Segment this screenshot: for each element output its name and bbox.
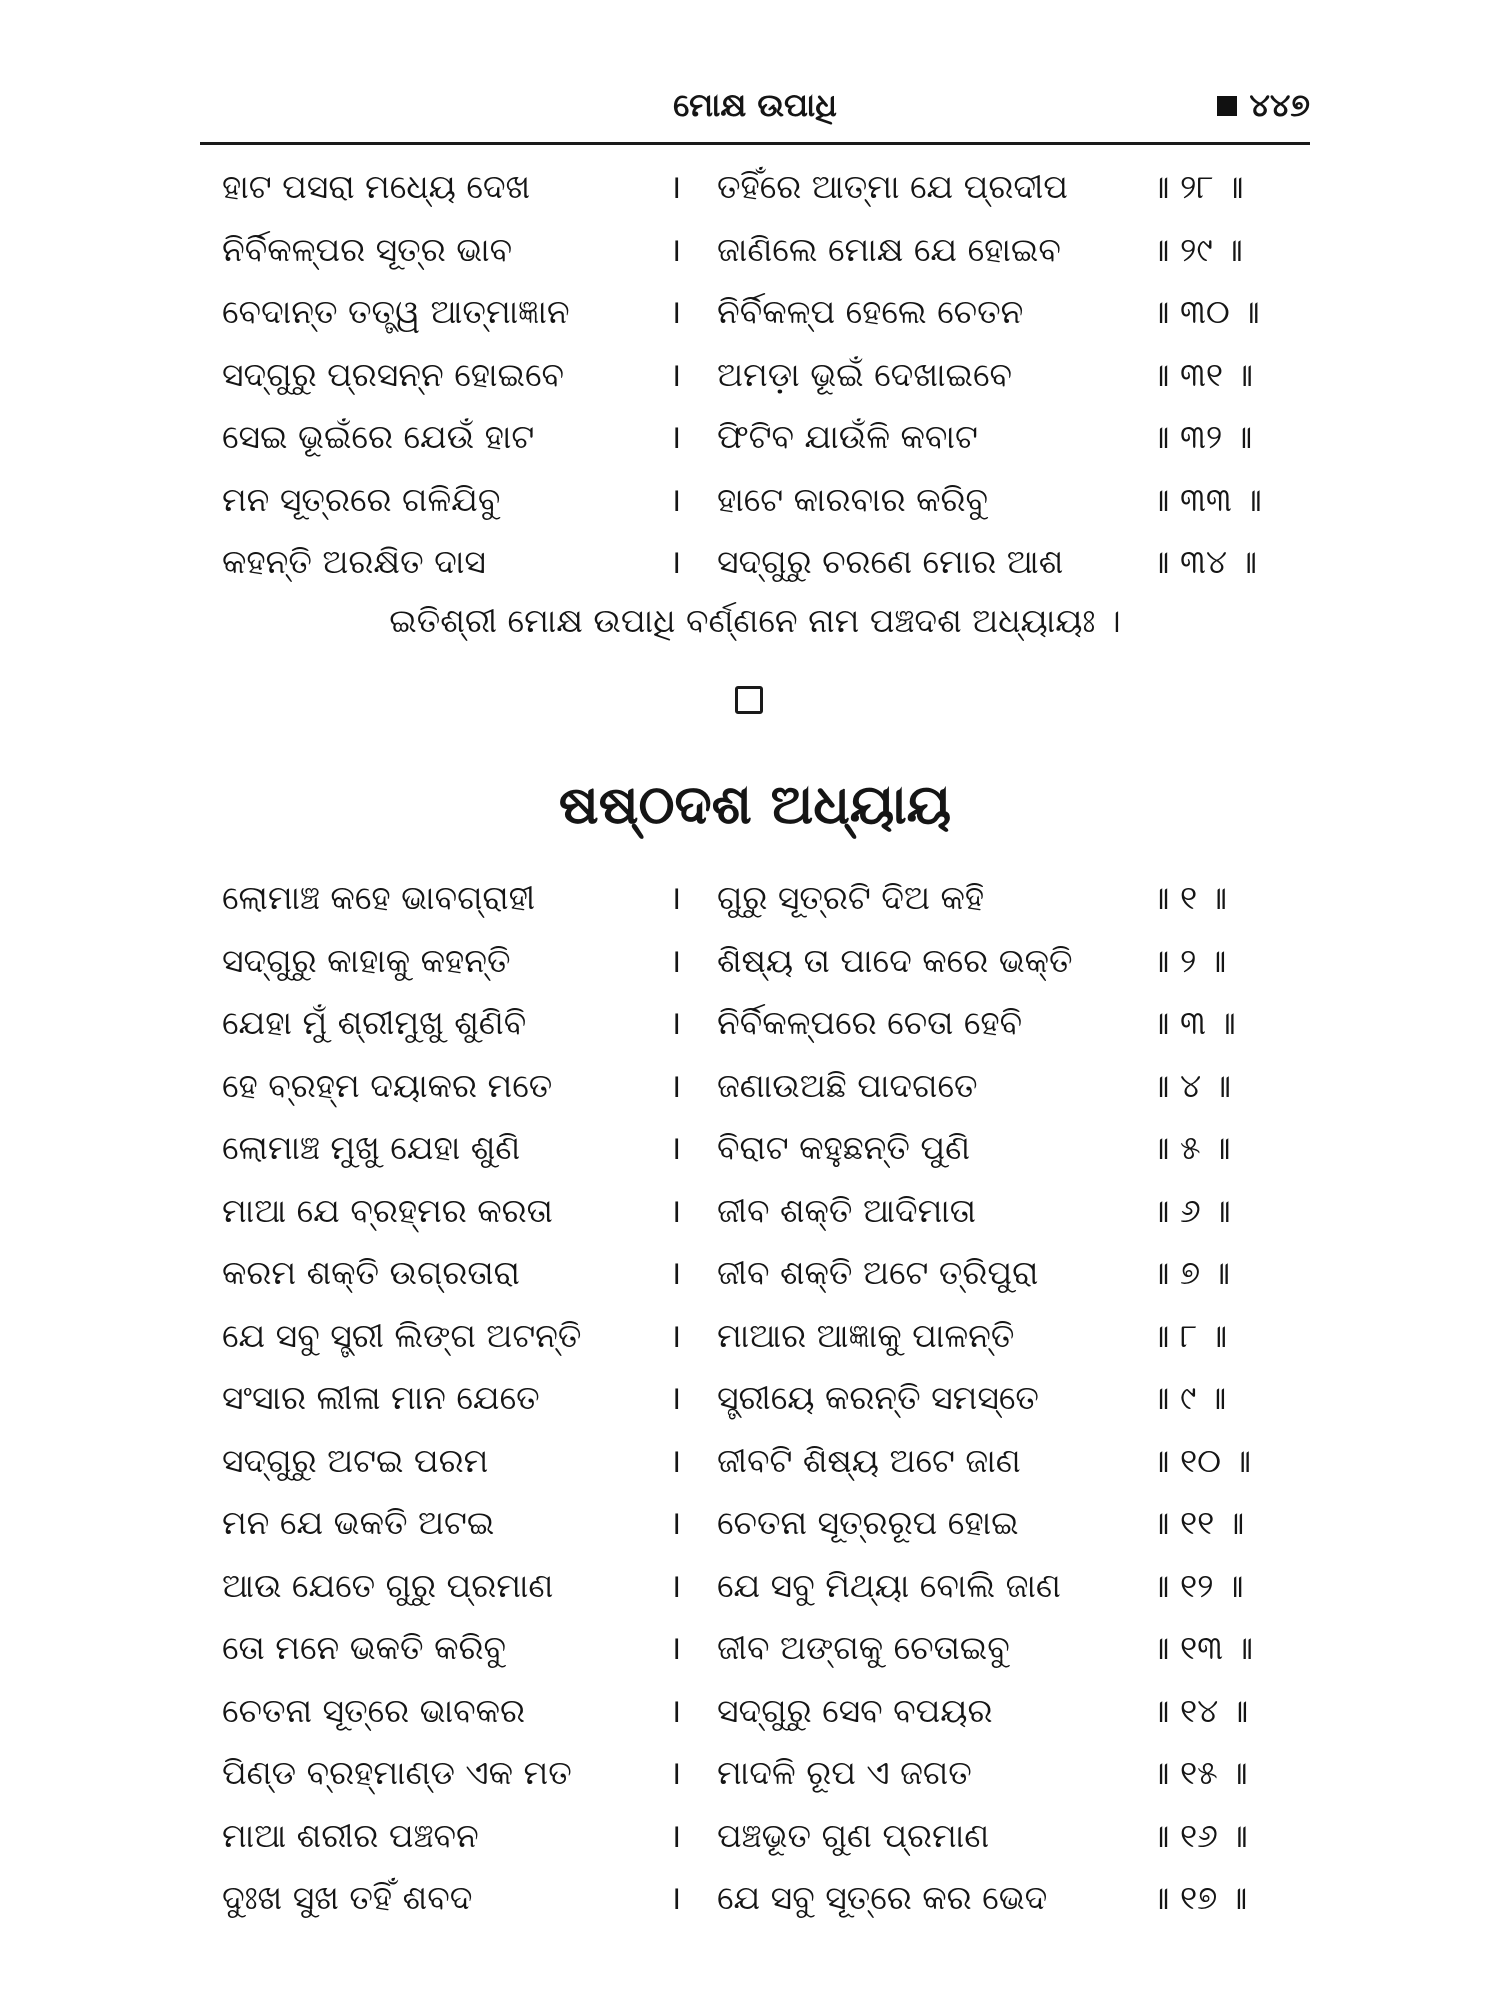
verse-first-half: ମନ ସୂତ୍ରରେ ଗଳିଯିବୁ (222, 479, 501, 519)
verse-number: ॥ ୩ ॥ (1150, 1003, 1236, 1042)
verse-separator: । (669, 1128, 682, 1167)
verse-separator: । (669, 167, 682, 206)
verse-number: ॥ ୧୪ ॥ (1150, 1690, 1249, 1730)
section-divider-square-icon (735, 686, 763, 714)
verse-row (222, 1180, 1322, 1243)
verse-separator: । (669, 1003, 682, 1042)
verse-second-half: ଜୀବଟି ଶିଷ୍ୟ ଅଟେ ଜାଣ (717, 1440, 1021, 1480)
verse-row (222, 930, 1322, 993)
verse-row (222, 1055, 1322, 1118)
verse-number: ॥ ୨୮ ॥ (1150, 167, 1244, 206)
verse-second-half: ଜୀବ ଅଙ୍ଗକୁ ଚେତାଇବୁ (717, 1628, 1010, 1667)
verse-separator: । (669, 542, 682, 581)
verse-separator: । (669, 354, 682, 394)
page-number-group (1217, 86, 1310, 125)
verse-separator: । (669, 417, 682, 456)
verse-second-half: ଫିଟିବ ଯାଉଁଳି କବାଟ (717, 417, 978, 456)
verse-row (222, 992, 1322, 1055)
verse-separator: । (669, 1878, 682, 1917)
verse-first-half: ହେ ବ୍ରହ୍ମ ଦୟାକର ମତେ (222, 1065, 553, 1105)
verse-first-half: ଚେତନା ସୂତ୍ରେ ଭାବକର (222, 1690, 526, 1730)
verse-separator: । (669, 878, 682, 917)
verse-number: ॥ ୩୪ ॥ (1150, 542, 1258, 581)
verse-row (222, 531, 1322, 594)
verse-second-half: ସଦ୍‌ଗୁରୁ ଚରଣେ ମୋର ଆଶ (717, 542, 1064, 581)
verse-separator: । (669, 1253, 682, 1292)
verse-row (222, 1492, 1322, 1555)
verse-separator: । (669, 940, 682, 980)
verse-number: ॥ ୬ ॥ (1150, 1190, 1231, 1230)
verse-number: ॥ ୧୩ ॥ (1150, 1628, 1254, 1667)
verse-row (222, 469, 1322, 532)
verse-number: ॥ ୧୧ ॥ (1150, 1503, 1245, 1542)
verse-first-half: ସେଇ ଭୂଇଁରେ ଯେଉଁ ହାଟ (222, 417, 535, 456)
verse-row (222, 1867, 1322, 1930)
verse-separator: । (669, 1378, 682, 1417)
verse-row (222, 344, 1322, 407)
page-number: ୪୪୭ (1249, 86, 1310, 124)
verse-row (222, 406, 1322, 469)
verse-number: ॥ ୩୨ ॥ (1150, 417, 1253, 456)
verse-second-half: ମାଦଳି ରୂପ ଏ ଜଗତ (717, 1753, 972, 1792)
verse-separator: । (669, 1190, 682, 1230)
verse-number: ॥ ୧୭ ॥ (1150, 1878, 1248, 1917)
verse-second-half: ଚେତନା ସୂତ୍ରରୂପ ହୋଇ (717, 1503, 1019, 1542)
chapter-colophon: ଇତିଶ୍ରୀ ମୋକ୍ଷ ଉପାଧି ବର୍ଣ୍ଣନେ ନାମ ପଞ୍ଚଦଶ ଅଧ୍ୟାୟଃ । (389, 601, 1121, 640)
verse-row (222, 1242, 1322, 1305)
verse-row (222, 1430, 1322, 1493)
running-title: ମୋକ୍ଷ ଉପାଧି (673, 86, 837, 124)
verse-second-half: ନିର୍ବିକଳ୍ପରେ ଚେତା ହେବି (717, 1003, 1023, 1042)
verse-number: ॥ ୧୫ ॥ (1150, 1753, 1248, 1792)
verse-first-half: ଯେ ସବୁ ସ୍ତ୍ରୀ ଲିଙ୍ଗ ଅଟନ୍ତି (222, 1315, 582, 1355)
verse-separator: । (669, 229, 682, 269)
verse-second-half: ଜୀବ ଶକ୍ତି ଅଟେ ତ୍ରିପୁରା (717, 1253, 1039, 1292)
verse-separator: । (669, 1440, 682, 1480)
verse-number: ॥ ୨ ॥ (1150, 940, 1227, 980)
verse-row (222, 219, 1322, 282)
verse-block-chapter-15 (222, 156, 1322, 594)
verse-second-half: ଜାଣିଲେ ମୋକ୍ଷ ଯେ ହୋଇବ (717, 229, 1061, 269)
verse-first-half: ମନ ଯେ ଭକତି ଅଟଇ (222, 1503, 495, 1542)
verse-second-half: ଶିଷ୍ୟ ତା ପାଦେ କରେ ଭକ୍ତି (717, 940, 1073, 980)
verse-second-half: ମାଆର ଆଜ୍ଞାକୁ ପାଳନ୍ତି (717, 1315, 1015, 1355)
verse-second-half: ତହିଁରେ ଆତ୍ମା ଯେ ପ୍ରଦୀପ (717, 167, 1068, 206)
verse-separator: । (669, 479, 682, 519)
verse-first-half: ବେଦାନ୍ତ ତତ୍ତ୍ୱ ଆତ୍ମାଜ୍ଞାନ (222, 292, 570, 331)
verse-first-half: ସଂସାର ଲୀଳା ମାନ ଯେତେ (222, 1378, 540, 1417)
verse-number: ॥ ୩୧ ॥ (1150, 354, 1254, 394)
verse-separator: । (669, 1690, 682, 1730)
verse-first-half: ଲୋମାଞ୍ଚ କହେ ଭାବଗ୍ରାହୀ (222, 878, 536, 917)
verse-number: ॥ ୩୦ ॥ (1150, 292, 1260, 331)
verse-second-half: ଯେ ସବୁ ସୂତ୍ରେ କର ଭେଦ (717, 1878, 1048, 1917)
verse-separator: । (669, 1503, 682, 1542)
verse-row (222, 1305, 1322, 1368)
verse-row (222, 1617, 1322, 1680)
verse-first-half: ମାଆ ଶରୀର ପଞ୍ଚବନ (222, 1815, 479, 1855)
verse-second-half: ବିରାଟ କହୁଛନ୍ତି ପୁଣି (717, 1128, 971, 1167)
verse-number: ॥ ୭ ॥ (1150, 1253, 1231, 1292)
verse-first-half: ଲୋମାଞ୍ଚ ମୁଖୁ ଯେହା ଶୁଣି (222, 1128, 521, 1167)
verse-second-half: ନିର୍ବିକଳ୍ପ ହେଲେ ଚେତନ (717, 292, 1024, 331)
verse-first-half: ମାଆ ଯେ ବ୍ରହ୍ମର କରତା (222, 1190, 553, 1230)
running-header (200, 82, 1310, 145)
verse-row (222, 1555, 1322, 1618)
verse-second-half: ସ୍ତ୍ରୀୟେ କରନ୍ତି ସମସ୍ତେ (717, 1378, 1039, 1417)
verse-number: ॥ ୯ ॥ (1150, 1378, 1227, 1417)
verse-first-half: ଦୁଃଖ ସୁଖ ତହିଁ ଶବଦ (222, 1878, 473, 1917)
verse-first-half: ଯେହା ମୁଁ ଶ୍ରୀମୁଖୁ ଶୁଣିବି (222, 1003, 527, 1042)
verse-first-half: ଆଉ ଯେତେ ଗୁରୁ ପ୍ରମାଣ (222, 1565, 554, 1605)
verse-separator: । (669, 1565, 682, 1605)
verse-row (222, 1680, 1322, 1743)
verse-row (222, 1805, 1322, 1868)
verse-separator: । (669, 292, 682, 331)
verse-number: ॥ ୮ ॥ (1150, 1315, 1228, 1355)
verse-number: ॥ ୧୨ ॥ (1150, 1565, 1244, 1605)
verse-number: ॥ ୧ ॥ (1150, 878, 1228, 917)
verse-separator: । (669, 1065, 682, 1105)
verse-first-half: ପିଣ୍ଡ ବ୍ରହ୍ମାଣ୍ଡ ଏକ ମତ (222, 1753, 572, 1792)
verse-number: ॥ ୫ ॥ (1150, 1128, 1231, 1167)
verse-number: ॥ ୨୯ ॥ (1150, 229, 1243, 269)
verse-second-half: ଅମଡ଼ା ଭୂଇଁ ଦେଖାଇବେ (717, 354, 1013, 394)
verse-first-half: କରମ ଶକ୍ତି ଉଗ୍ରତାରା (222, 1253, 520, 1292)
verse-first-half: ହାଟ ପସରା ମଧ୍ୟେ ଦେଖ (222, 167, 531, 206)
verse-first-half: ନିର୍ବିକଳ୍ପର ସୂତ୍ର ଭାବ (222, 229, 513, 269)
verse-separator: । (669, 1315, 682, 1355)
verse-separator: । (669, 1628, 682, 1667)
verse-first-half: ତୋ ମନେ ଭକତି କରିବୁ (222, 1628, 506, 1667)
chapter-heading: ଷଷ୍ଠଦଶ ଅଧ୍ୟାୟ (558, 773, 952, 836)
verse-separator: । (669, 1753, 682, 1792)
verse-first-half: ସଦ୍‌ଗୁରୁ ପ୍ରସନ୍ନ ହୋଇବେ (222, 354, 565, 394)
verse-second-half: ସଦ୍‌ଗୁରୁ ସେବ ବପୟର (717, 1690, 993, 1730)
verse-row (222, 1742, 1322, 1805)
verse-block-chapter-16 (222, 867, 1322, 1930)
verse-first-half: କହନ୍ତି ଅରକ୍ଷିତ ଦାସ (222, 542, 486, 581)
verse-second-half: ଜଣାଉଅଛି ପାଦଗତେ (717, 1065, 978, 1105)
verse-number: ॥ ୧୦ ॥ (1150, 1440, 1252, 1480)
verse-row (222, 1117, 1322, 1180)
verse-first-half: ସଦ୍‌ଗୁରୁ ଅଟଇ ପରମ (222, 1440, 489, 1480)
verse-number: ॥ ୩୩ ॥ (1150, 479, 1262, 519)
verse-row (222, 867, 1322, 930)
verse-number: ॥ ୪ ॥ (1150, 1065, 1232, 1105)
verse-row (222, 1367, 1322, 1430)
verse-number: ॥ ୧୬ ॥ (1150, 1815, 1248, 1855)
verse-second-half: ଗୁରୁ ସୂତ୍ରଟି ଦିଅ କହି (717, 878, 985, 917)
verse-separator: । (669, 1815, 682, 1855)
verse-second-half: ଯେ ସବୁ ମିଥ୍ୟା ବୋଲି ଜାଣ (717, 1565, 1061, 1605)
verse-second-half: ହାଟେ କାରବାର କରିବୁ (717, 479, 989, 519)
verse-first-half: ସଦ୍‌ଗୁରୁ କାହାକୁ କହନ୍ତି (222, 940, 511, 980)
verse-row (222, 156, 1322, 219)
square-bullet-icon (1217, 96, 1237, 116)
verse-row (222, 281, 1322, 344)
verse-second-half: ପଞ୍ଚଭୂତ ଗୁଣ ପ୍ରମାଣ (717, 1815, 990, 1855)
verse-second-half: ଜୀବ ଶକ୍ତି ଆଦିମାତା (717, 1190, 977, 1230)
